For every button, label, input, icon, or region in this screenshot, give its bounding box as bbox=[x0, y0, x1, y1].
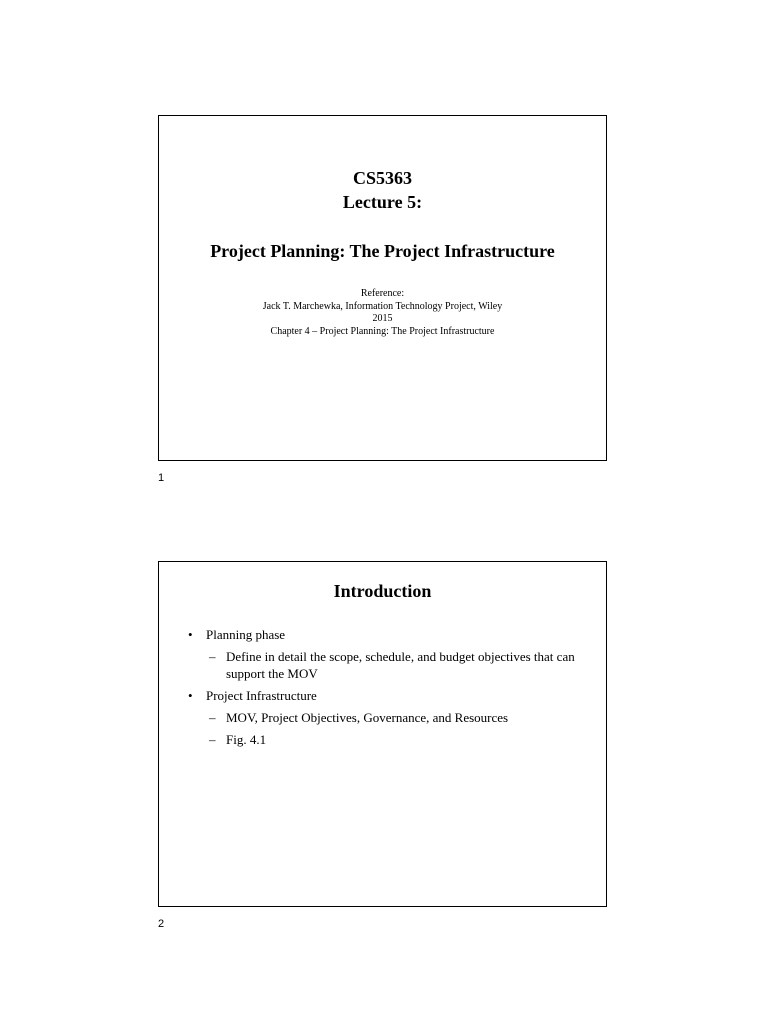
bullet-marker: • bbox=[188, 688, 193, 703]
lecture-number: Lecture 5: bbox=[342, 192, 423, 212]
sub-bullet-item bbox=[186, 648, 596, 682]
bullet-text: Planning phase bbox=[206, 627, 286, 642]
sub-bullet-text: Define in detail the scope, schedule, and budget objectives that can support the MOV bbox=[226, 649, 575, 681]
bullet-item bbox=[186, 687, 596, 704]
bullet-list bbox=[186, 626, 596, 753]
slide-1 bbox=[158, 115, 607, 461]
bullet-item bbox=[186, 626, 596, 643]
page-number: 2 bbox=[158, 918, 165, 930]
reference-block bbox=[159, 288, 606, 338]
reference-author: Jack T. Marchewka, Information Technology Project, Wiley bbox=[262, 300, 503, 312]
sub-bullet-text: MOV, Project Objectives, Governance, and Resources bbox=[226, 710, 509, 725]
sub-bullet-item bbox=[186, 731, 596, 748]
bullet-text: Project Infrastructure bbox=[206, 688, 317, 703]
slide-2 bbox=[158, 561, 607, 907]
reference-year: 2015 bbox=[372, 313, 393, 324]
sub-bullet-item bbox=[186, 709, 596, 726]
reference-label: Reference: bbox=[360, 288, 405, 299]
sub-bullet-marker: – bbox=[209, 732, 216, 747]
sub-bullet-marker: – bbox=[209, 710, 216, 725]
sub-bullet-marker: – bbox=[209, 649, 216, 664]
course-code: CS5363 bbox=[352, 168, 412, 188]
page-number: 1 bbox=[158, 472, 165, 484]
sub-bullet-text: Fig. 4.1 bbox=[226, 732, 267, 747]
reference-chapter: Chapter 4 – Project Planning: The Project Infrastructure bbox=[270, 325, 495, 337]
bullet-marker: • bbox=[188, 627, 193, 642]
slide-title: Introduction bbox=[333, 581, 432, 601]
lecture-title: Project Planning: The Project Infrastructure bbox=[210, 241, 555, 261]
